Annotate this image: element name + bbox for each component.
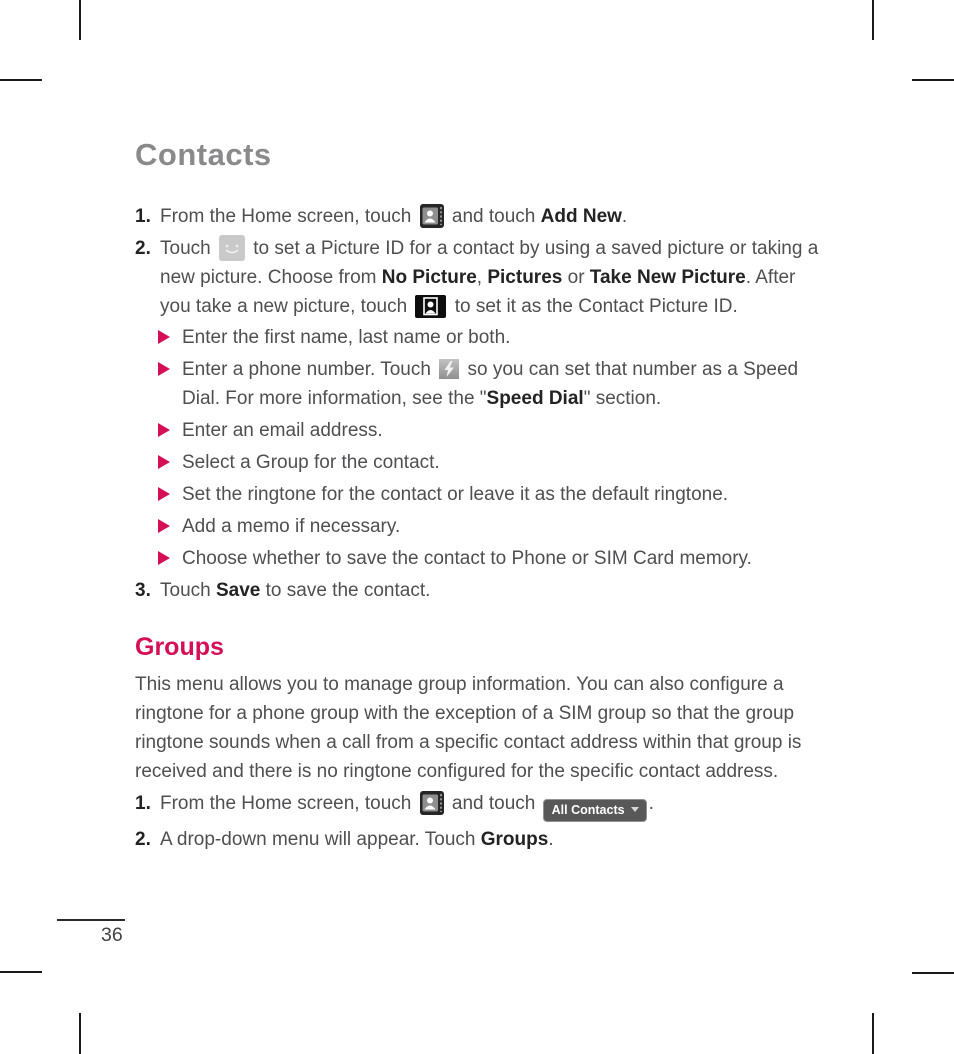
step-number: 1.	[135, 206, 151, 227]
step-text: to set it as the Contact Picture ID.	[449, 296, 738, 317]
step-text: and touch	[446, 206, 541, 227]
picture-id-placeholder-icon	[219, 235, 245, 261]
step-text: ,	[476, 267, 488, 288]
step-text: .	[621, 206, 628, 227]
bullet-text: Enter the first name, last name or both.	[182, 327, 511, 348]
step-number: 2.	[135, 238, 151, 259]
bullet-text-bold: Speed Dial	[486, 388, 584, 409]
contacts-book-icon	[420, 204, 444, 228]
crop-mark-top-right-horizontal	[912, 79, 954, 81]
step-text: .	[648, 793, 654, 814]
step-text: . After you take a new picture, touch	[160, 267, 796, 317]
step-text: .	[548, 829, 554, 850]
step-item	[135, 202, 829, 231]
groups-steps-list	[135, 789, 829, 854]
bullet-text: Enter an email address.	[182, 420, 383, 441]
step-text: From the Home screen, touch	[160, 206, 417, 227]
step-item	[135, 825, 829, 854]
page-title: Contacts	[135, 137, 272, 172]
step-text: A drop-down menu will appear. Touch	[160, 829, 481, 850]
contacts-steps-list	[135, 202, 829, 605]
crop-mark-bottom-right-horizontal	[912, 972, 954, 974]
red-arrow-bullet-icon	[158, 455, 170, 469]
red-arrow-bullet-icon	[158, 519, 170, 533]
contact-fields-bullet-list	[158, 323, 829, 573]
contacts-book-icon	[420, 791, 444, 815]
step-number: 2.	[135, 829, 151, 850]
step-text-bold: Pictures	[487, 267, 563, 288]
bullet-item	[158, 355, 829, 413]
bullet-item	[158, 544, 829, 573]
page-number: 36	[101, 924, 123, 946]
all-contacts-button-label: All Contacts	[551, 803, 625, 817]
bullet-text: Select a Group for the contact.	[182, 452, 440, 473]
step-text: From the Home screen, touch	[160, 793, 417, 814]
dropdown-arrow-icon	[631, 807, 639, 812]
bullet-item	[158, 448, 829, 477]
red-arrow-bullet-icon	[158, 330, 170, 344]
bullet-item	[158, 480, 829, 509]
bullet-text: so you can set that number as a Speed Dial. For more information, see the "	[182, 359, 799, 409]
bullet-item	[158, 416, 829, 445]
step-text: Touch	[160, 580, 216, 601]
red-arrow-bullet-icon	[158, 423, 170, 437]
step-text: or	[562, 267, 590, 288]
step-text-bold: No Picture	[381, 267, 477, 288]
step-text-bold: Take New Picture	[589, 267, 746, 288]
groups-paragraph: This menu allows you to manage group information. You can also configure a ringtone for a phone group with the exception of a SIM group so that the group ringtone sounds when a call from a specific contact address within that group is received and there is no ringtone configured for the specific contact address.	[135, 674, 802, 782]
step-item	[135, 234, 829, 573]
bullet-text: Enter a phone number. Touch	[182, 359, 437, 380]
all-contacts-button	[543, 799, 647, 822]
crop-mark-bottom-left-vertical	[79, 1013, 81, 1054]
set-as-contact-picture-icon	[415, 295, 446, 318]
crop-mark-top-left-horizontal	[0, 79, 42, 81]
crop-mark-top-right-vertical	[872, 0, 874, 40]
step-number: 1.	[135, 793, 151, 814]
step-text-bold: Save	[215, 580, 261, 601]
groups-section-heading: Groups	[135, 633, 224, 661]
step-item	[135, 576, 829, 605]
bullet-text: Choose whether to save the contact to Phone or SIM Card memory.	[182, 548, 752, 569]
red-arrow-bullet-icon	[158, 362, 170, 376]
red-arrow-bullet-icon	[158, 487, 170, 501]
lightning-bolt-icon	[439, 359, 459, 379]
red-arrow-bullet-icon	[158, 551, 170, 565]
bullet-text: Set the ringtone for the contact or leave it as the default ringtone.	[182, 484, 729, 505]
step-number: 3.	[135, 580, 151, 601]
step-text: to save the contact.	[260, 580, 431, 601]
crop-mark-bottom-left-horizontal	[0, 971, 42, 973]
step-text-bold: Groups	[480, 829, 549, 850]
bullet-item	[158, 323, 829, 352]
crop-mark-bottom-right-vertical	[872, 1013, 874, 1054]
bullet-item	[158, 512, 829, 541]
bullet-text: Add a memo if necessary.	[182, 516, 401, 537]
step-text: and touch	[446, 793, 541, 814]
bullet-text: " section.	[583, 388, 662, 409]
step-text: to set a Picture ID for a contact by using a saved picture or taking a new picture. Choose from	[160, 238, 819, 288]
step-text-bold: Add New	[540, 206, 622, 227]
crop-mark-top-left-vertical	[79, 0, 81, 40]
footer-rule	[57, 919, 125, 921]
page-content	[135, 138, 829, 857]
step-text: Touch	[160, 238, 216, 259]
step-item	[135, 789, 829, 822]
